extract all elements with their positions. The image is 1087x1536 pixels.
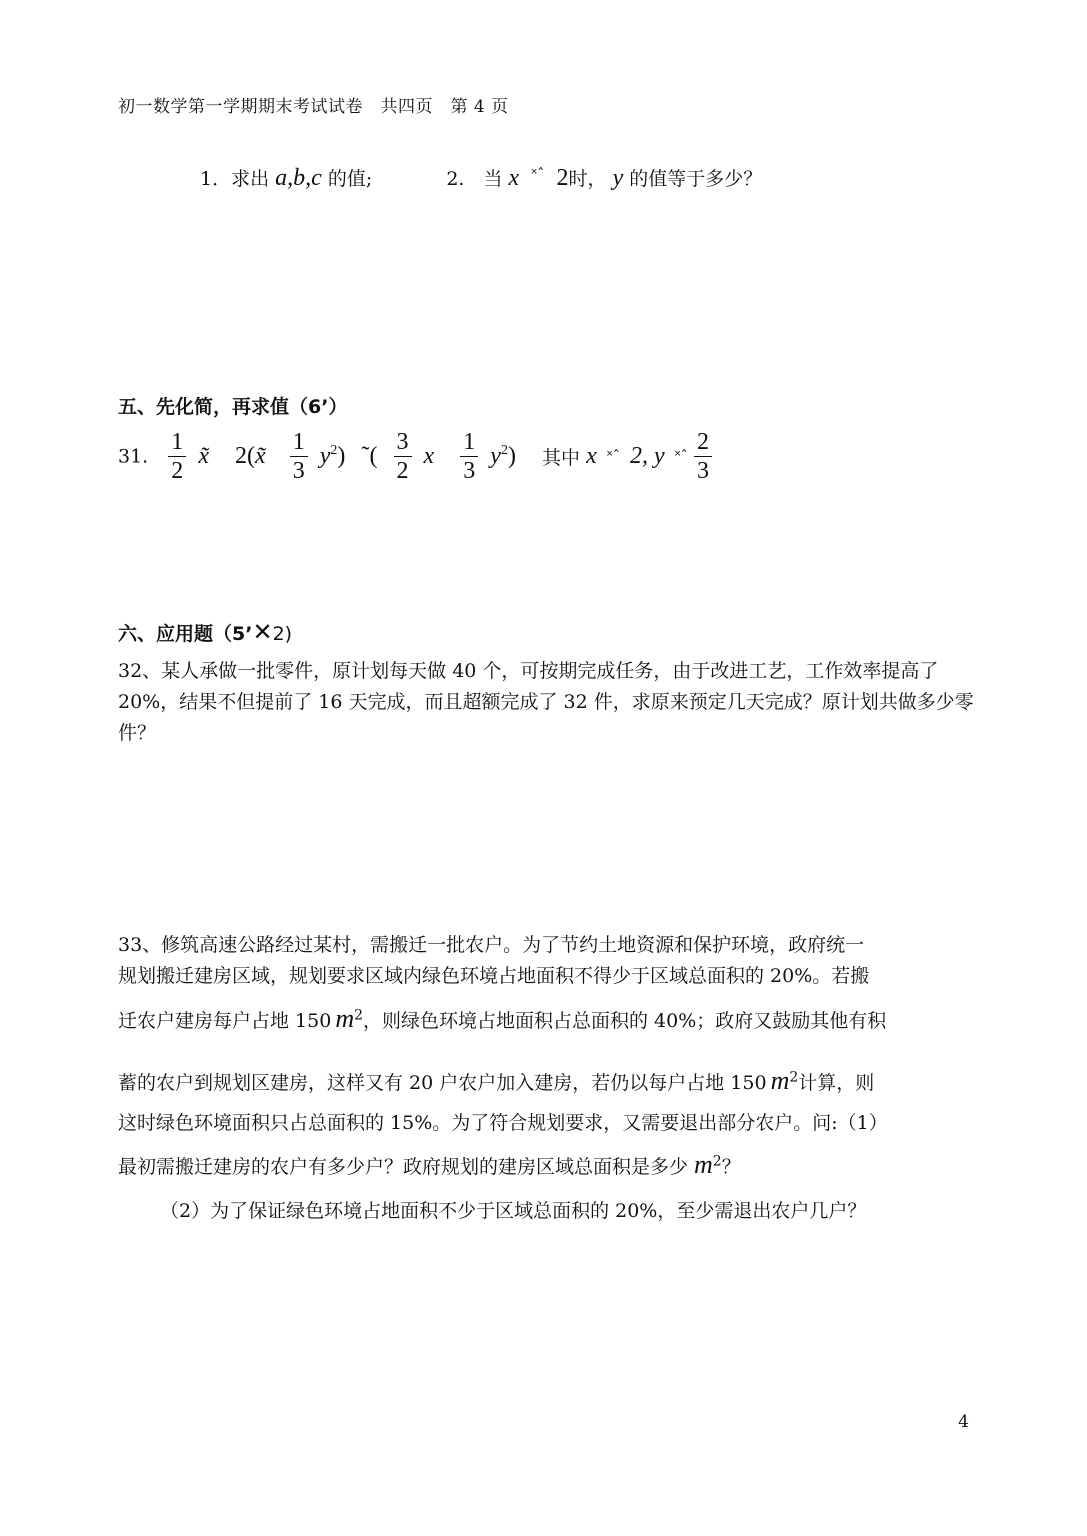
- fraction-2-3: $\frac{2}{3}$: [694, 428, 712, 485]
- page-number: 4: [958, 1412, 969, 1432]
- times-icon: ✕: [252, 618, 273, 646]
- q1-part2-mid: 时，: [568, 168, 607, 190]
- fraction-3-2: $\frac{3}{2}$: [394, 428, 412, 485]
- fraction-1-3-first: $\frac{1}{3}$: [290, 428, 308, 485]
- q31-label: 31.: [118, 445, 149, 468]
- q33-line-4: 蓄的农户到规划区建房，这样又有 20 户农户加入建房，若仍以每户占地 150 $m^2$计算，则: [118, 1066, 875, 1095]
- q31-condition-label: 其中: [542, 447, 581, 469]
- q1-part1-vars: a,b,c: [275, 165, 322, 191]
- q1-part2-tail: 的值等于多少？: [629, 168, 763, 190]
- q33-line-3: 迁农户建房每户占地 150 $m^2$，则绿色环境占地面积占总面积的 40%；政府又鼓励其他有积: [118, 1004, 887, 1033]
- q1-line: [200, 164, 762, 192]
- q33-line-5: 这时绿色环境面积只占总面积的 15%。为了符合规划要求，又需要退出部分农户。问:（1）: [118, 1112, 888, 1134]
- q33-line-6: 最初需搬迁建房的农户有多少户？政府规划的建房区域总面积是多少 $m^2$？: [118, 1150, 741, 1179]
- q31-condition-x: x: [586, 443, 597, 469]
- q1-part2-val: 2: [556, 165, 569, 191]
- q33-line-7: （2）为了保证绿色环境占地面积不少于区域总面积的 20%，至少需退出农户几户？: [160, 1200, 867, 1222]
- page-header: 初一数学第一学期期末考试试卷 共四页 第 4 页: [118, 97, 509, 117]
- q31-condition-xval: 2, y: [630, 443, 665, 469]
- q1-part2-sym: ˟ˆ: [531, 165, 545, 183]
- fraction-1-2: $\frac{1}{2}$: [168, 428, 186, 485]
- q1-part1-tail: 的值;: [327, 168, 373, 190]
- section6-title: 六、应用题（5’✕2): [118, 618, 293, 646]
- q1-part2-x: x: [508, 165, 520, 191]
- q1-part2-label: 2. 当: [446, 168, 503, 190]
- q31-expression: 31. $\frac{1}{2}$ x̃ 2(x̃ $\frac{1}{3}$ $y^2$) ˜( $\frac{3}{2}$ x $\frac{1}{3}$ $y^2$) 其中 x ˟ˆ 2, y ˟ˆ $\frac{2}{3}$: [118, 428, 718, 485]
- q1-part2-y: y: [612, 165, 624, 191]
- q1-part1-label: 1．求出: [200, 168, 270, 190]
- q33-line-1: 33、修筑高速公路经过某村，需搬迁一批农户。为了节约土地资源和保护环境，政府统一: [118, 934, 865, 956]
- q33-line-2: 规划搬迁建房区域，规划要求区域内绿色环境占地面积不得少于区域总面积的 20%。若搬: [118, 965, 870, 987]
- question-32: 32、某人承做一批零件，原计划每天做 40 个，可按期完成任务，由于改进工艺，工作效率提高了 20%，结果不但提前了 16 天完成，而且超额完成了 32 件，求原来预定几天完成？原计划共做多少零件？: [118, 660, 974, 744]
- section5-title: 五、先化简，再求值（6’）: [118, 396, 348, 418]
- fraction-1-3-second: $\frac{1}{3}$: [460, 428, 478, 485]
